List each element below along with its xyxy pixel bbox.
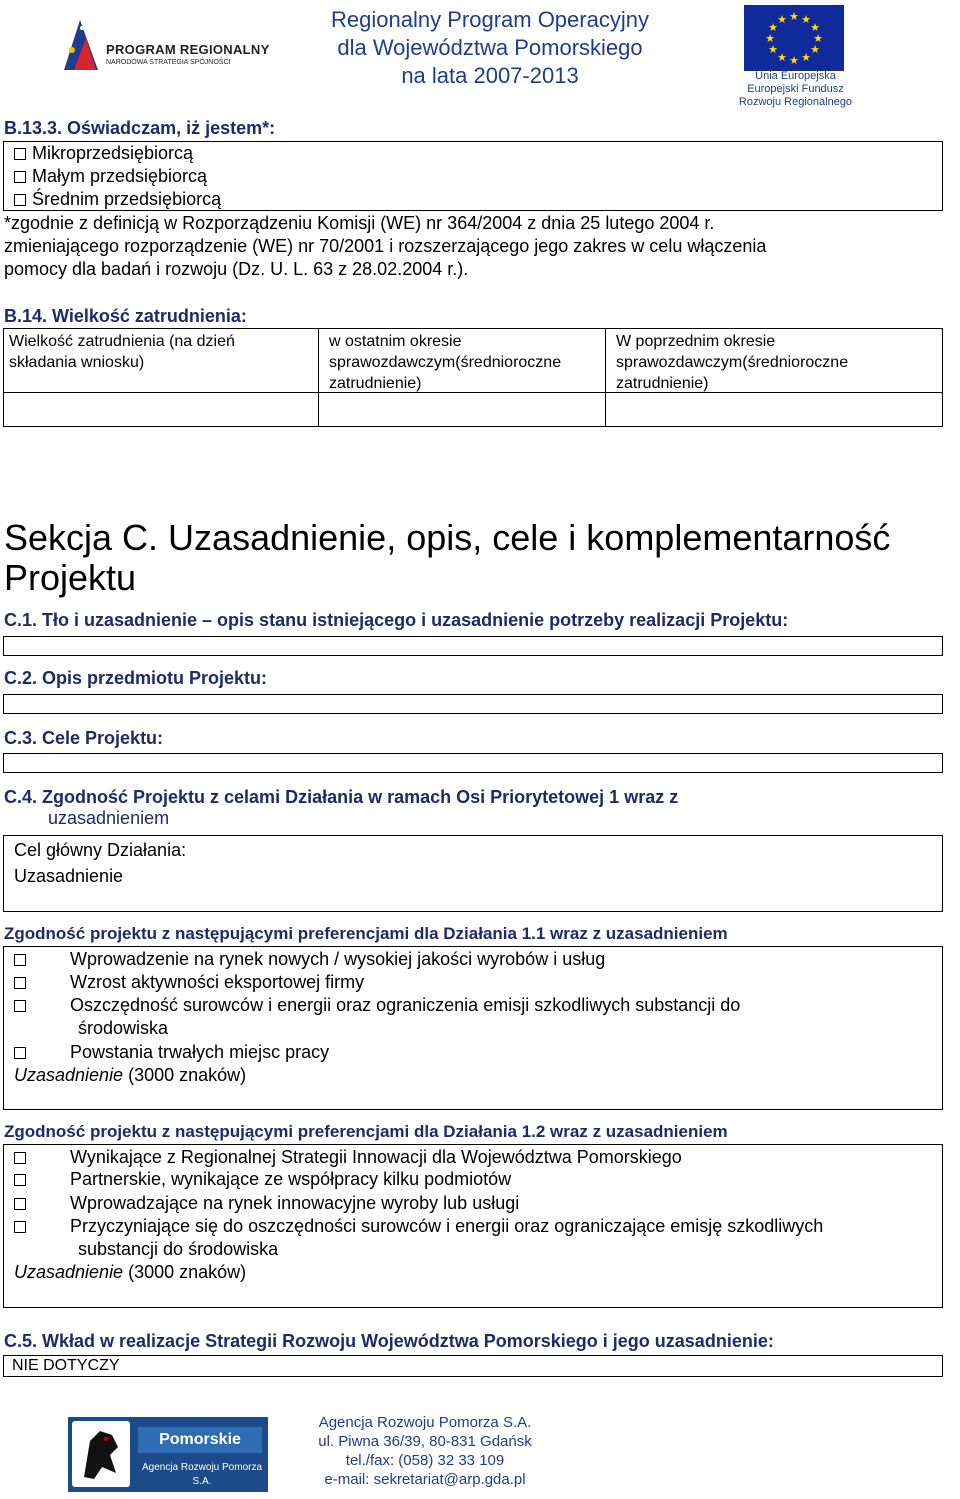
- pref11-item-2[interactable]: [14, 971, 364, 994]
- b13-footnote-line1: *zgodnie z definicją w Rozporządzeniu Komisji (WE) nr 364/2004 z dnia 25 lutego 2004 r.: [4, 213, 715, 233]
- pref12-title: Zgodność projektu z następującymi preferencjami dla Działania 1.2 wraz z uzasadnieniem: [4, 1122, 728, 1141]
- c5-input[interactable]: [3, 1355, 943, 1377]
- pref11-item-2-label: Wzrost aktywności eksportowej firmy: [70, 972, 365, 992]
- pref11-item-3[interactable]: [14, 994, 740, 1017]
- pref12-item-2[interactable]: [14, 1168, 511, 1191]
- section-c-title-line1: Sekcja C. Uzasadnienie, opis, cele i komplementarność: [4, 517, 891, 558]
- pref11-item-1-label: Wprowadzenie na rynek nowych / wysokiej jakości wyrobów i usług: [70, 949, 606, 969]
- program-logo-title: PROGRAM REGIONALNY: [106, 42, 270, 57]
- b14-col2-line2: sprawozdawczym(średnioroczne: [329, 354, 562, 371]
- b13-title: B.13.3. Oświadczam, iż jestem*:: [4, 118, 276, 138]
- svg-text:★: ★: [777, 13, 787, 26]
- pref12-item-4-cont: substancji do środowiska: [78, 1239, 279, 1259]
- eu-caption-line1: Unia Europejska: [755, 70, 836, 82]
- b14-value-last-period[interactable]: [318, 392, 606, 427]
- b14-col1-line2: składania wniosku): [9, 354, 145, 371]
- b13-footnote: [4, 212, 766, 281]
- footer-phone: tel./fax: (058) 32 33 109: [345, 1452, 505, 1469]
- b14-col3-line3: zatrudnienie): [616, 375, 709, 392]
- pref11-item-3-label: Oszczędność surowców i energii oraz ograniczenia emisji szkodliwych substancji do: [70, 995, 741, 1015]
- c3-input[interactable]: [3, 753, 943, 773]
- pref12-item-4[interactable]: [14, 1215, 823, 1238]
- pref11-justification[interactable]: [14, 1064, 246, 1087]
- svg-text:★: ★: [789, 54, 799, 67]
- program-regionalny-logo: [60, 14, 290, 74]
- b14-header-col3: [605, 328, 943, 393]
- checkbox-icon[interactable]: [14, 954, 26, 966]
- program-title: [290, 6, 690, 90]
- eu-caption: [738, 70, 853, 109]
- checkbox-icon[interactable]: [14, 171, 26, 183]
- svg-text:★: ★: [813, 32, 823, 45]
- b14-title: B.14. Wielkość zatrudnienia:: [4, 306, 247, 326]
- pref12-item-2-label: Partnerskie, wynikające ze współpracy kilku podmiotów: [70, 1169, 512, 1189]
- arp-logo-name: Agencja Rozwoju Pomorza S.A.: [141, 1462, 263, 1487]
- svg-text:★: ★: [810, 21, 820, 34]
- program-title-line1: Regionalny Program Operacyjny: [331, 7, 649, 32]
- pref11-item-1[interactable]: [14, 948, 605, 971]
- pref12-justification-rest: (3000 znaków): [123, 1262, 247, 1282]
- c2-title: C.2. Opis przedmiotu Projektu:: [4, 668, 268, 688]
- c5-value: NIE DOTYCZY: [12, 1357, 120, 1374]
- b13-footnote-line2: zmieniającego rozporządzenie (WE) nr 70/2001 i rozszerzającego jego zakres w celu włączenia: [4, 236, 767, 256]
- b14-value-previous-period[interactable]: [605, 392, 943, 427]
- checkbox-icon[interactable]: [14, 1174, 26, 1186]
- program-logo-subtitle: NARODOWA STRATEGIA SPÓJNOŚCI: [106, 59, 231, 66]
- checkbox-icon[interactable]: [14, 194, 26, 206]
- c1-title: C.1. Tło i uzasadnienie – opis stanu istniejącego i uzasadnienie potrzeby realizacji Projektu:: [4, 610, 789, 630]
- pref11-item-3-cont: środowiska: [78, 1018, 169, 1038]
- pref12-item-3[interactable]: [14, 1192, 519, 1215]
- eu-caption-line3: Rozwoju Regionalnego: [738, 96, 853, 108]
- arp-logo-pomorskie: Pomorskie: [138, 1427, 262, 1453]
- checkbox-icon[interactable]: [14, 148, 26, 160]
- pref12-item-3-label: Wprowadzające na rynek innowacyjne wyroby lub usługi: [70, 1193, 520, 1213]
- pref12-justification-italic: Uzasadnienie: [14, 1262, 124, 1282]
- c1-input[interactable]: [3, 636, 943, 656]
- eu-flag-icon: [744, 5, 844, 71]
- svg-text:★: ★: [789, 10, 799, 23]
- option-medium-label: Średnim przedsiębiorcą: [32, 189, 222, 209]
- footer-org-name: Agencja Rozwoju Pomorza S.A.: [318, 1414, 532, 1431]
- pref12-item-1[interactable]: [14, 1146, 682, 1169]
- b14-col3-line2: sprawozdawczym(średnioroczne: [616, 354, 849, 371]
- checkbox-icon[interactable]: [14, 1047, 26, 1059]
- b14-col3-line1: W poprzednim okresie: [616, 333, 776, 350]
- svg-text:★: ★: [810, 43, 820, 56]
- c3-title: C.3. Cele Projektu:: [4, 728, 164, 748]
- c5-title: C.5. Wkład w realizacje Strategii Rozwoju Województwa Pomorskiego i jego uzasadnienie:: [4, 1331, 774, 1351]
- svg-text:★: ★: [768, 43, 778, 56]
- checkbox-icon[interactable]: [14, 1152, 26, 1164]
- b14-col1-line1: Wielkość zatrudnienia (na dzień: [9, 333, 235, 350]
- pref12-justification[interactable]: [14, 1261, 246, 1284]
- option-small-label: Małym przedsiębiorcą: [32, 166, 208, 186]
- c2-input[interactable]: [3, 694, 943, 714]
- option-medium[interactable]: [14, 188, 221, 211]
- b14-col2-line1: w ostatnim okresie: [329, 333, 462, 350]
- b14-header-col1: [3, 328, 319, 393]
- program-title-line2: dla Województwa Pomorskiego: [337, 35, 643, 60]
- griffin-emblem-icon: [72, 1421, 130, 1487]
- c4-justification-label: Uzasadnienie: [14, 866, 124, 886]
- svg-text:★: ★: [765, 32, 775, 45]
- c4-title: [4, 787, 678, 829]
- b13-footnote-line3: pomocy dla badań i rozwoju (Dz. U. L. 63 z 28.02.2004 r.).: [4, 259, 469, 279]
- checkbox-icon[interactable]: [14, 1198, 26, 1210]
- c4-title-line2: uzasadnieniem: [48, 808, 170, 828]
- checkbox-icon[interactable]: [14, 1221, 26, 1233]
- pref11-item-4[interactable]: [14, 1041, 329, 1064]
- pref12-item-1-label: Wynikające z Regionalnej Strategii Innowacji dla Województwa Pomorskiego: [70, 1147, 682, 1167]
- svg-text:★: ★: [801, 51, 811, 64]
- c4-goal-text: [14, 839, 186, 888]
- c4-goal-label: Cel główny Działania:: [14, 840, 187, 860]
- svg-text:★: ★: [777, 51, 787, 64]
- option-small[interactable]: [14, 165, 207, 188]
- program-logo-icon: [60, 14, 104, 74]
- c4-title-line1: C.4. Zgodność Projektu z celami Działania w ramach Osi Priorytetowej 1 wraz z: [4, 787, 679, 807]
- svg-text:★: ★: [801, 13, 811, 26]
- footer-address: ul. Piwna 36/39, 80-831 Gdańsk: [318, 1433, 532, 1450]
- pref11-justification-rest: (3000 znaków): [123, 1065, 247, 1085]
- b14-header-col2: [318, 328, 606, 393]
- pref11-justification-italic: Uzasadnienie: [14, 1065, 124, 1085]
- program-title-line3: na lata 2007-2013: [401, 63, 579, 88]
- section-c-title-line2: Projektu: [4, 557, 137, 598]
- b14-value-current[interactable]: [3, 392, 319, 427]
- eu-caption-line2: Europejski Fundusz: [747, 83, 844, 95]
- svg-text:★: ★: [768, 21, 778, 34]
- footer-email[interactable]: e-mail: sekretariat@arp.gda.pl: [324, 1471, 526, 1488]
- checkbox-icon[interactable]: [14, 977, 26, 989]
- pref11-title: Zgodność projektu z następującymi preferencjami dla Działania 1.1 wraz z uzasadnieniem: [4, 924, 728, 943]
- b14-col2-line3: zatrudnienie): [329, 375, 422, 392]
- arp-pomorskie-logo: [68, 1417, 268, 1492]
- pref12-item-4-label: Przyczyniające się do oszczędności surowców i energii oraz ograniczające emisję szkodliwych: [70, 1216, 824, 1236]
- footer-contact: [290, 1413, 560, 1489]
- section-c-title: [4, 518, 890, 598]
- option-micro[interactable]: [14, 142, 193, 165]
- option-micro-label: Mikroprzedsiębiorcą: [32, 143, 194, 163]
- checkbox-icon[interactable]: [14, 1000, 26, 1012]
- pref11-item-4-label: Powstania trwałych miejsc pracy: [70, 1042, 330, 1062]
